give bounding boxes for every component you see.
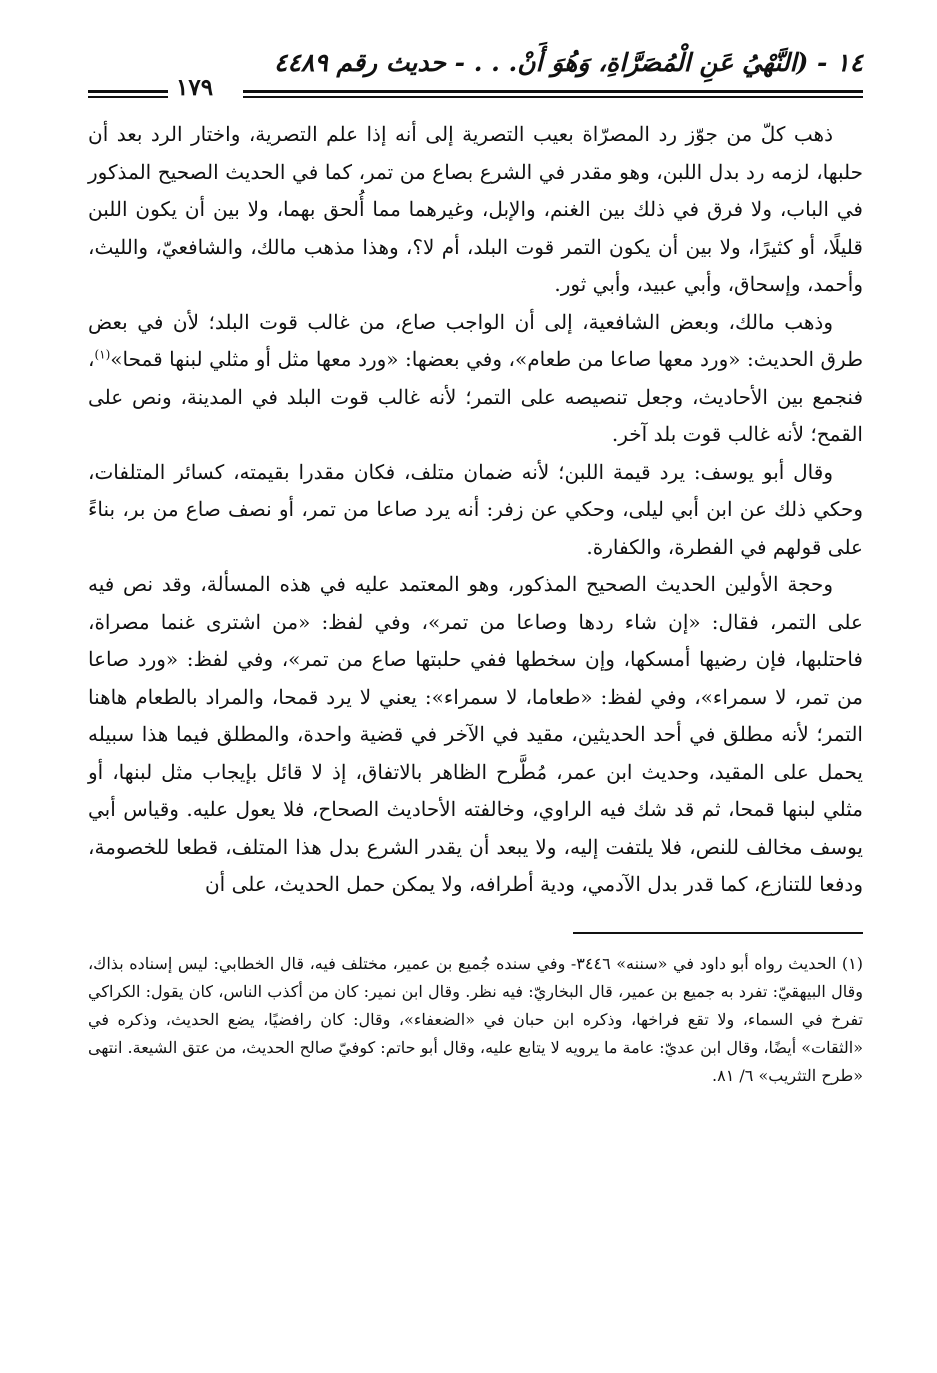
header-rule (243, 90, 863, 93)
header-rule-short (88, 96, 168, 98)
header-rule-short (88, 90, 168, 93)
main-text (88, 116, 863, 904)
page-number: ١٧٩ (176, 74, 214, 101)
footnote: (١) الحديث رواه أبو داود في «سننه» ٣٤٤٦- وفي سنده جُميع بن عمير، مختلف فيه، قال الخطابي: ليس إسناده بذاك، وقال البيهقيّ: تفرد به جميع بن عمير، قال البخاريّ: فيه نظر. وقال ابن نمير: كان من أكذب الناس، كان يقول: الكراكي تفرخ في السماء، ولا تقع فراخها، وذكره ابن حبان في «الضعفاء»، وقال: كان رافضيًا، يضع الحديث، وذكره في «الثقات» أيضًا، وقال ابن عديّ: عامة ما يرويه لا يتابع عليه، وقال أبو حاتم: كوفيّ صالح الحديث، من عتق الشيعة. انتهى «طرح التثريب» ٦/ ٨١. (88, 953, 864, 1085)
running-header (88, 44, 863, 104)
paragraph: وحجة الأولين الحديث الصحيح المذكور، وهو المعتمد عليه في هذه المسألة، وقد نص فيه على التمر، فقال: «إن شاء ردها وصاعا من تمر»، وفي لفظ: «من اشترى غنما مصراة، فاحتلبها، فإن رضيها أمسكها، وإن سخطها ففي حلبتها صاع من تمر»، وفي لفظ: «ورد صاعا من تمر، لا سمراء»، وفي لفظ: «طعاما، لا سمراء»: يعني لا يرد قمحا، والمراد بالطعام هاهنا التمر؛ لأنه مطلق في أحد الحديثين، مقيد في الآخر في قضية واحدة، والمطلق فيما هذا سبيله يحمل على المقيد، وحديث ابن عمر، مُطَّرح الظاهر بالاتفاق، إذ لا قائل بإيجاب مثل لبنها، أو مثلي لبنها قمحا، ثم قد شك فيه الراوي، وخالفته الأحاديث الصحاح، فلا يعول عليه. وقياس أبي يوسف مخالف للنص، فلا يلتفت إليه، ولا يبعد أن يقدر الشرع بدل هذا المتلف، قطعا للخصومة، ودفعا للتنازع، كما قدر بدل الآدمي، ودية أطرافه، ولا يمكن حمل الحديث، على أن (88, 572, 863, 896)
chapter-title: ١٤ - (النَّهْيُ عَنِ الْمُصَرَّاةِ، وَهُوَ أَنْ. . . - حديث رقم ٤٤٨٩ (274, 48, 863, 77)
paragraph: ذهب كلّ من جوّز رد المصرّاة بعيب التصرية إلى أنه إذا علم التصرية، واختار الرد بعد أن حلبها، لزمه رد بدل اللبن، وهو مقدر في الشرع بصاع من تمر، كما في الحديث الصحيح المذكور في الباب، ولا فرق في ذلك بين الغنم، والإبل، وغيرهما مما أُلحق بهما، ولا بين أن يكون اللبن قليلًا، أو كثيرًا، ولا بين أن يكون التمر قوت البلد، أم لا؟، وهذا مذهب مالك، والشافعيّ، والليث، وأحمد، وإسحاق، وأبي عبيد، وأبي ثور. (88, 122, 863, 296)
paragraph-text: وذهب مالك، وبعض الشافعية، إلى أن الواجب صاع، من غالب قوت البلد؛ لأن في بعض طرق الحديث: «ورد معها صاعا من طعام»، وفي بعضها: «ورد معها مثل أو مثلي لبنها قمحا» (88, 309, 863, 371)
header-rule (243, 96, 863, 98)
book-page (88, 44, 863, 1090)
paragraph-text: ، فنجمع بين الأحاديث، وجعل تنصيصه على التمر؛ لأنه غالب قوت البلد في المدينة، ونص على القمح؛ لأنه غالب قوت بلد آخر. (88, 347, 863, 446)
footnote-separator (573, 932, 863, 934)
footnote-reference[interactable]: (١) (94, 347, 111, 362)
paragraph (88, 304, 863, 454)
paragraph: وقال أبو يوسف: يرد قيمة اللبن؛ لأنه ضمان متلف، فكان مقدرا بقيمته، كسائر المتلفات، وحكي ذلك عن ابن أبي ليلى، وحكي عن زفر: أنه يرد صاعا من تمر، أو نصف صاع من بر، بناءً على قولهم في الفطرة، والكفارة. (88, 459, 863, 559)
